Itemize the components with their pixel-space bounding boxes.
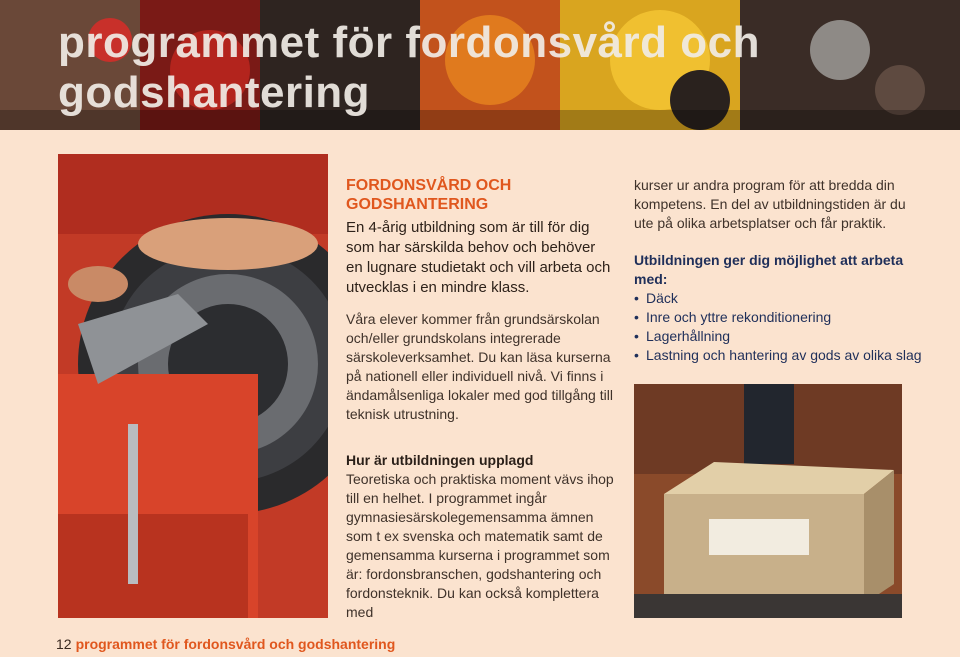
- intro-body: Våra elever kommer från grundsärskolan och/eller grundskolans integrerade särskoleverksamhet. Du kan läsa kurserna på nationell eller individuell nivå. Vi finns i ändamålsenliga lokaler med god tillgång till teknisk utrustning.: [346, 311, 613, 422]
- right-column: [634, 176, 924, 365]
- list-item: • Lastning och hantering av gods av olika slag: [634, 346, 924, 365]
- page-number: 12: [56, 636, 72, 652]
- skills-list: [634, 289, 924, 365]
- section-heading: [346, 176, 616, 214]
- page-footer: [56, 635, 395, 653]
- header-banner: [0, 0, 960, 130]
- continued-body: kurser ur andra program för att bredda din kompetens. En del av utbildningstiden är du ute på olika arbetsplatser och får praktik.: [634, 177, 906, 231]
- structure-heading: Hur är utbildningen upplagd: [346, 452, 534, 468]
- cargo-crate-photo: [634, 384, 902, 618]
- heading-line-1: FORDONSVÅRD OCH: [346, 177, 512, 194]
- tire-service-photo: [58, 154, 328, 618]
- list-item: • Lagerhållning: [634, 327, 924, 346]
- heading-line-2: GODSHANTERING: [346, 196, 489, 213]
- footer-title: programmet för fordonsvård och godshantering: [75, 636, 396, 652]
- structure-section: [346, 451, 616, 622]
- list-item: • Inre och yttre rekonditionering: [634, 308, 924, 327]
- intro-section: [346, 176, 616, 424]
- page-title: programmet för fordonsvård och godshantering: [58, 18, 760, 117]
- list-item: • Däck: [634, 289, 924, 308]
- structure-body: Teoretiska och praktiska moment vävs ihop till en helhet. I programmet ingår gymnasiesärskolegemensamma ämnen som t ex svenska och matematik samt de gemensamma kurserna i programmet som är: fordonsbranschen, godshantering och fordonsteknik. Du kan också komplettera med: [346, 471, 614, 620]
- intro-lead: En 4-årig utbildning som är till för dig som har särskilda behov och behöver en lugnare studietakt och vill arbeta och utvecklas i en mindre klass.: [346, 219, 611, 296]
- skills-heading: Utbildningen ger dig möjlighet att arbeta med:: [634, 252, 904, 287]
